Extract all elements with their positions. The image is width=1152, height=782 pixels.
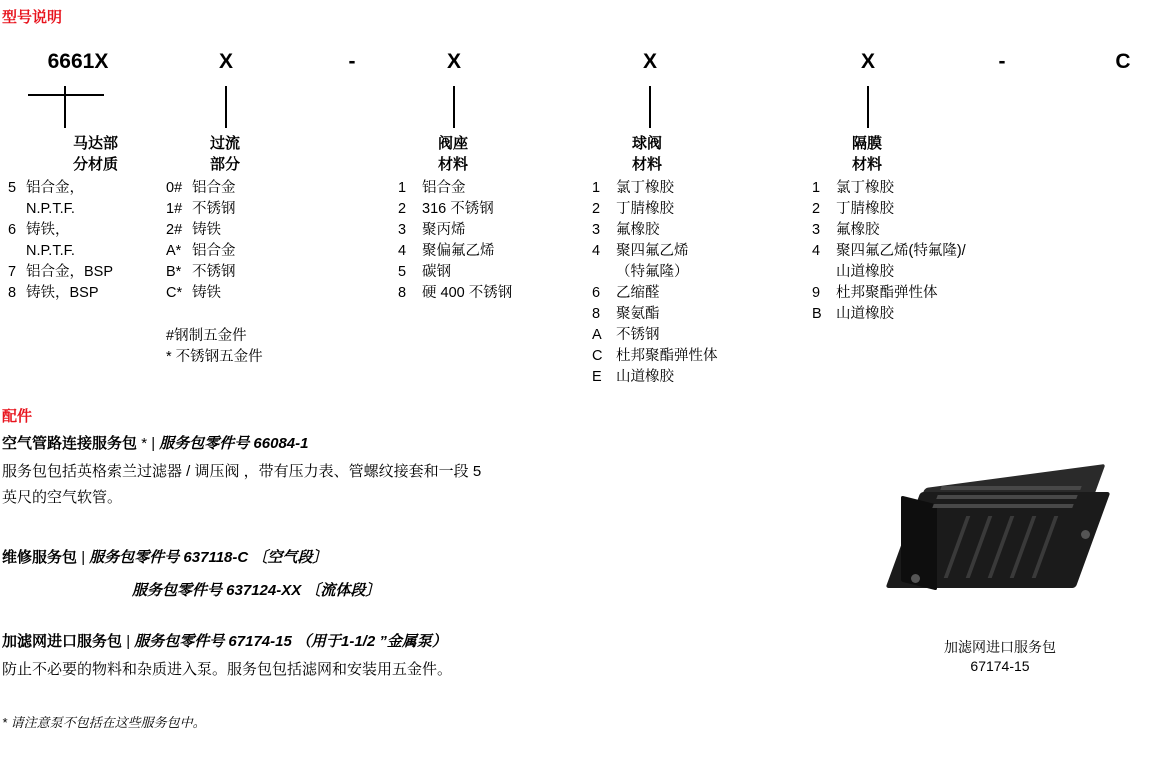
option-row: [398, 220, 578, 241]
option-row: [592, 346, 792, 367]
option-row: [398, 262, 578, 283]
code-cell-dash-2: -: [998, 50, 1006, 73]
option-row: [592, 367, 792, 388]
option-value: 杜邦聚酯弹性体: [836, 285, 938, 301]
code-cell-dash-1: -: [348, 50, 356, 73]
option-key: 1: [398, 180, 407, 196]
accessory-head: 空气管路连接服务包: [2, 435, 138, 452]
option-key: 3: [812, 222, 821, 238]
accessory-repair-kit: [2, 546, 722, 600]
option-row: [166, 283, 326, 304]
code-cell-seat: X: [446, 50, 461, 73]
option-value: 碳钢: [422, 264, 451, 280]
option-key: A*: [166, 243, 182, 259]
pump-slat: [936, 495, 1077, 499]
code-cell-motor: X: [218, 50, 233, 73]
option-value: 铸铁: [192, 222, 221, 238]
option-value: 聚四氟乙烯(特氟隆)/: [836, 243, 966, 259]
option-row: [398, 199, 578, 220]
option-value: 山道橡胶: [836, 264, 894, 280]
code-cell-diaphragm: X: [860, 50, 875, 73]
column-ball-header-line2: 材料: [631, 156, 662, 173]
leader-line-ball: [649, 86, 651, 128]
accessory-part-number: 服务包零件号 67174-15 （用于1-1/2 ”金属泵）: [134, 633, 447, 650]
option-value: 氟橡胶: [616, 222, 660, 238]
option-row: [592, 304, 792, 325]
option-value: 铝合金: [422, 180, 466, 196]
option-value: 不锈钢: [192, 201, 236, 217]
option-value: 硬 400 不锈钢: [422, 285, 513, 301]
option-key: C*: [166, 285, 183, 301]
option-value: 山道橡胶: [836, 306, 894, 322]
option-value: 氯丁橡胶: [616, 180, 674, 196]
option-row: [592, 283, 792, 304]
option-value: 聚偏氟乙烯: [422, 243, 495, 259]
pump-bolt: [911, 574, 920, 583]
accessory-separator: * |: [141, 435, 156, 452]
column-wetted-header-line1: 过流: [209, 135, 240, 152]
option-value: 乙缩醛: [616, 285, 660, 301]
leader-bracket-motor: [28, 94, 104, 96]
column-diaphragm-material: [812, 133, 1072, 325]
option-key: 5: [398, 264, 407, 280]
option-value: 铝合金: [192, 180, 236, 196]
option-row: [8, 178, 183, 199]
column-ball-header-line1: 球阀: [631, 135, 662, 152]
option-key: A: [592, 327, 602, 343]
option-row: [166, 178, 326, 199]
column-motor-section: [8, 133, 183, 304]
option-key: 2: [592, 201, 601, 217]
option-row: [812, 220, 1072, 241]
option-value: 丁腈橡胶: [836, 201, 894, 217]
accessory-part-number: 服务包零件号 66084-1: [159, 435, 309, 452]
code-cell-suffix: C: [1115, 50, 1131, 73]
option-value: 丁腈橡胶: [616, 201, 674, 217]
column-diaphragm-header-line1: 隔膜: [851, 135, 882, 152]
accessory-air-line-kit: [2, 432, 722, 511]
column-diaphragm-header-line2: 材料: [851, 156, 882, 173]
option-value: 铝合金，: [26, 180, 84, 196]
option-key: 6: [592, 285, 601, 301]
pump-slat: [932, 504, 1073, 508]
option-value: 聚四氟乙烯: [616, 243, 689, 259]
option-row: [592, 220, 792, 241]
option-row: [812, 304, 1072, 325]
column-motor-header-line2: 分材质: [72, 156, 118, 173]
option-key: 8: [398, 285, 407, 301]
figure-caption-line1: 加滤网进口服务包: [944, 639, 1056, 655]
accessory-body-line: 英尺的空气软管。: [2, 489, 123, 506]
option-row: [812, 262, 1072, 283]
accessory-part-number: 服务包零件号 637118-C 〔空气段〕: [89, 549, 328, 566]
option-key: 1: [592, 180, 601, 196]
model-code-row: [0, 50, 1152, 86]
option-row: [8, 262, 183, 283]
accessory-body-line: 服务包包括英格索兰过滤器 / 调压阀 ，带有压力表、管螺纹接套和一段 5: [2, 463, 482, 480]
option-key: 3: [592, 222, 601, 238]
option-row: [592, 178, 792, 199]
code-cell-ball: X: [642, 50, 657, 73]
option-row: [166, 199, 326, 220]
option-key: 4: [592, 243, 601, 259]
option-key: 4: [398, 243, 407, 259]
option-value: 不锈钢: [616, 327, 660, 343]
strainer-kit-image: [885, 470, 1115, 630]
option-value: 铸铁，: [26, 222, 70, 238]
option-row: [592, 262, 792, 283]
option-key: 5: [8, 180, 17, 196]
option-row: [592, 325, 792, 346]
accessory-strainer-inlet-kit: [2, 630, 762, 683]
option-value: 氟橡胶: [836, 222, 880, 238]
option-value: （特氟隆）: [616, 264, 689, 280]
column-wetted-header-line2: 部分: [209, 156, 240, 173]
option-row: [8, 199, 183, 220]
accessory-body-line: 防止不必要的物料和杂质进入泵。服务包包括滤网和安装用五金件。: [2, 661, 453, 678]
code-cell-base: 6661X: [47, 50, 109, 73]
column-seat-header-line2: 材料: [437, 156, 468, 173]
option-key: 3: [398, 222, 407, 238]
column-ball-material: [592, 133, 792, 388]
option-key: 7: [8, 264, 17, 280]
leader-line-seat: [453, 86, 455, 128]
accessory-head: 维修服务包: [2, 549, 78, 566]
option-row: [812, 199, 1072, 220]
option-row: [8, 241, 183, 262]
option-key: 4: [812, 243, 821, 259]
figure-caption-line2: 67174-15: [970, 658, 1030, 674]
option-value: 杜邦聚酯弹性体: [616, 348, 718, 364]
option-key: 8: [8, 285, 17, 301]
option-row: [166, 262, 326, 283]
option-key: 1#: [166, 201, 183, 217]
option-row: [8, 220, 183, 241]
column-wetted-note-1: #钢制五金件: [166, 328, 247, 344]
leader-line-diaphragm: [867, 86, 869, 128]
option-value: 氯丁橡胶: [836, 180, 894, 196]
option-value: 不锈钢: [192, 264, 236, 280]
option-key: B: [812, 306, 822, 322]
accessory-head: 加滤网进口服务包: [2, 633, 123, 650]
column-motor-header-line1: 马达部: [72, 135, 118, 152]
model-designation-title: 型号说明: [2, 9, 63, 26]
option-row: [398, 178, 578, 199]
column-wetted-section: [166, 133, 326, 368]
option-row: [166, 220, 326, 241]
option-row: [812, 283, 1072, 304]
accessories-footnote: * 请注意泵不包括在这些服务包中。: [2, 715, 206, 730]
option-row: [398, 283, 578, 304]
product-figure: [880, 470, 1120, 676]
option-value: 316 不锈钢: [422, 201, 494, 217]
option-row: [166, 241, 326, 262]
option-key: 9: [812, 285, 821, 301]
leader-line-wetted: [225, 86, 227, 128]
option-value: 铝合金: [192, 243, 236, 259]
column-seat-header-line1: 阀座: [437, 135, 468, 152]
option-value: 铸铁: [192, 285, 221, 301]
option-row: [398, 241, 578, 262]
option-value: 铸铁，BSP: [26, 285, 99, 301]
option-key: C: [592, 348, 603, 364]
pump-slat: [940, 486, 1081, 490]
option-row: [592, 199, 792, 220]
option-key: 8: [592, 306, 601, 322]
option-key: 2: [812, 201, 821, 217]
accessory-separator: |: [81, 549, 86, 566]
option-key: 2#: [166, 222, 183, 238]
option-row: [592, 241, 792, 262]
pump-bolt: [1081, 530, 1090, 539]
option-row: [812, 178, 1072, 199]
option-key: 0#: [166, 180, 183, 196]
option-value: 铝合金，BSP: [26, 264, 114, 280]
accessories-title: 配件: [2, 408, 33, 425]
option-key: 2: [398, 201, 407, 217]
option-value: 山道橡胶: [616, 369, 674, 385]
option-row: [812, 241, 1072, 262]
option-key: B*: [166, 264, 182, 280]
option-value: N.P.T.F.: [26, 243, 75, 259]
leader-line-motor: [64, 86, 66, 128]
option-key: 1: [812, 180, 821, 196]
option-value: N.P.T.F.: [26, 201, 75, 217]
option-value: 聚氨酯: [616, 306, 660, 322]
column-seat-material: [398, 133, 578, 304]
option-value: 聚丙烯: [422, 222, 466, 238]
option-row: [8, 283, 183, 304]
option-key: E: [592, 369, 602, 385]
accessory-part-number-2: 服务包零件号 637124-XX 〔流体段〕: [132, 582, 381, 599]
option-key: 6: [8, 222, 17, 238]
column-wetted-note-2: * 不锈钢五金件: [166, 349, 263, 365]
accessory-separator: |: [126, 633, 131, 650]
